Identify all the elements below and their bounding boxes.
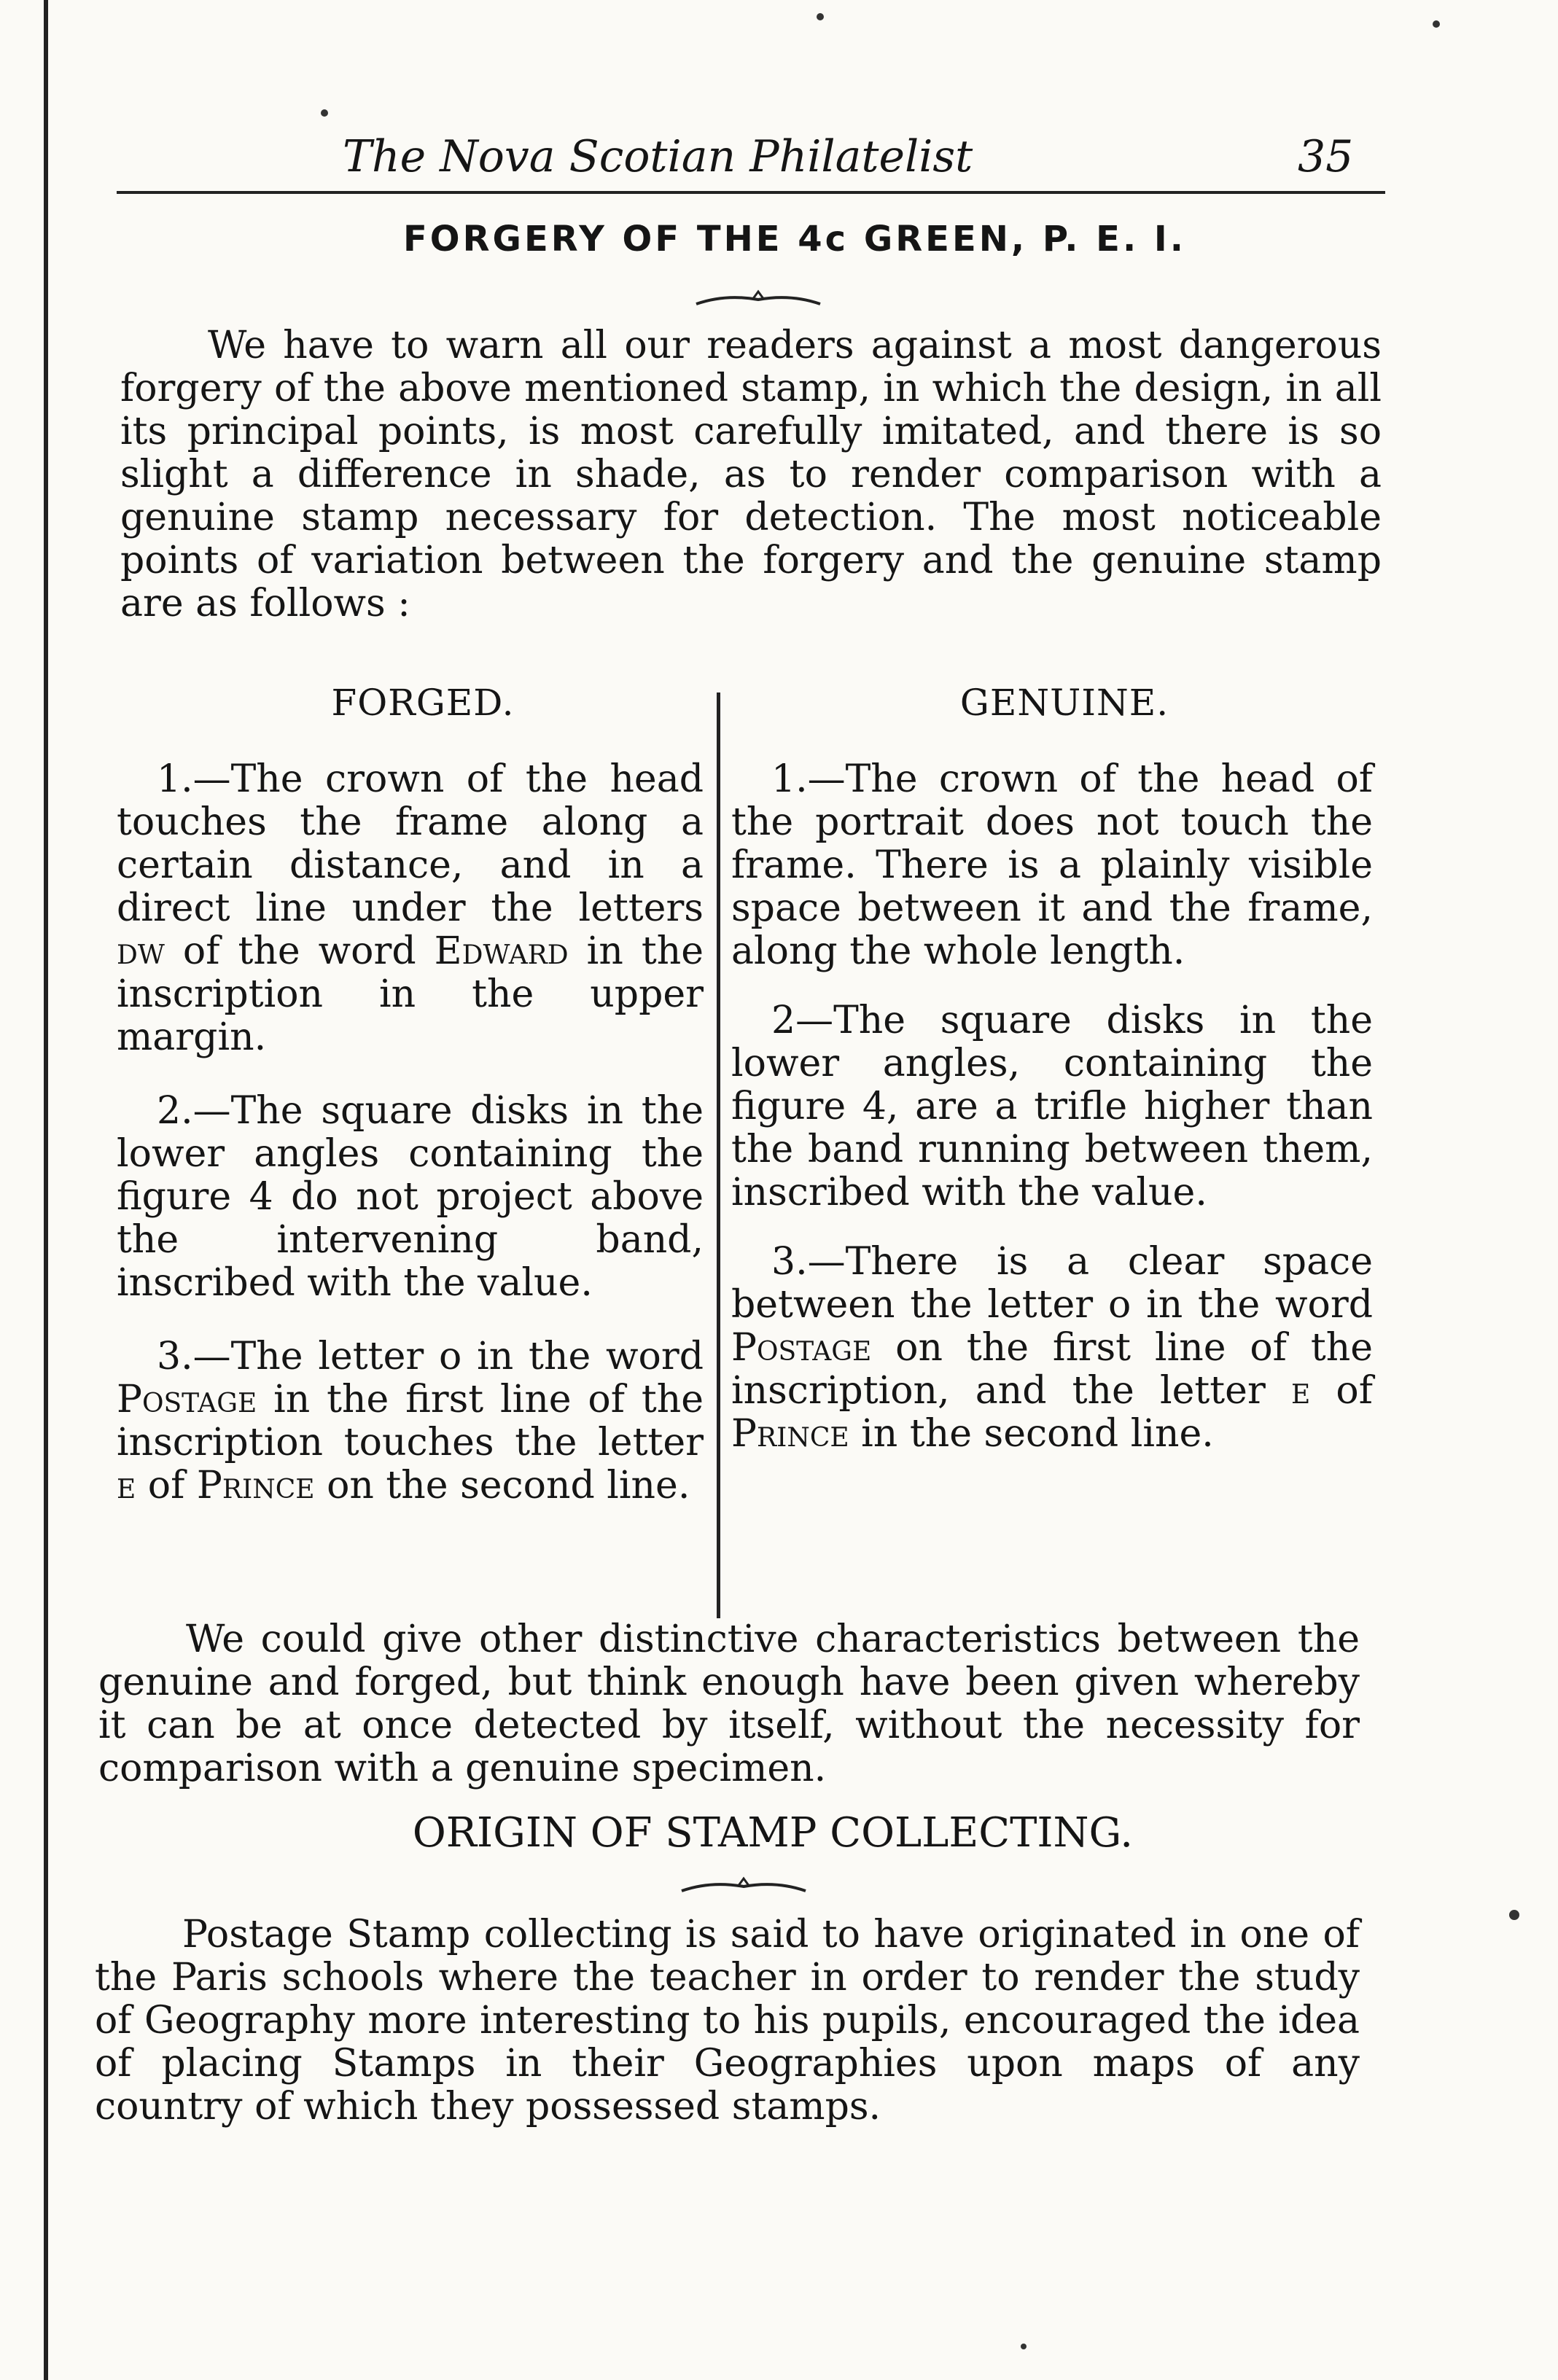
print-speck — [1433, 20, 1440, 28]
genuine-point-3: 3.—There is a clear space between the letter o in the word Postage on the first line of the inscription, and the letter e of Prince in the second line. — [731, 1240, 1373, 1456]
print-speck — [1021, 2344, 1027, 2349]
left-margin-rule — [44, 0, 48, 2380]
print-speck — [321, 109, 328, 117]
page-number: 35 — [1298, 131, 1354, 182]
forged-point-3: 3.—The letter o in the word Postage in the first line of the inscription touches the letter e of Prince on the second line. — [117, 1335, 704, 1507]
flourish-ornament — [693, 288, 824, 310]
genuine-point-2: 2—The square disks in the lower angles, containing the figure 4, are a trifle higher than the band running between them, inscribed with the value. — [731, 999, 1373, 1214]
header-rule — [117, 191, 1385, 194]
forgery-section-title: FORGERY OF THE 4c GREEN, P. E. I. — [402, 219, 1187, 260]
forgery-closing-paragraph: We could give other distinctive characteristics between the genuine and forged, but think enough have been given whereby it can be at once detected by itself, without the necessity for comparison with a genuine specimen. — [98, 1618, 1360, 1790]
forged-point-2: 2.—The square disks in the lower angles containing the figure 4 do not project above the intervening band, inscribed with the value. — [117, 1089, 704, 1305]
origin-section-title: ORIGIN OF STAMP COLLECTING. — [412, 1809, 1134, 1857]
genuine-column-heading: GENUINE. — [959, 682, 1169, 724]
genuine-column — [731, 758, 1373, 1456]
running-title: The Nova Scotian Philatelist — [343, 131, 973, 182]
print-speck — [1509, 1910, 1519, 1920]
column-divider — [717, 692, 720, 1618]
print-speck — [817, 13, 824, 20]
forgery-intro-paragraph: We have to warn all our readers against a most dangerous forgery of the above mentioned stamp, in which the design, in all its principal points, is most carefully imitated, and there is so slight a difference in shade, as to render comparison with a genuine stamp necessary for detection. The most noticeable points of variation between the forgery and the genuine stamp are as follows : — [120, 324, 1382, 625]
forged-column-heading: FORGED. — [331, 682, 515, 724]
forged-point-1: 1.—The crown of the head touches the frame along a certain distance, and in a direct line under the letters dw of the word Edward in the inscription in the upper margin. — [117, 757, 704, 1059]
flourish-ornament-2 — [678, 1875, 809, 1897]
genuine-point-1: 1.—The crown of the head of the portrait does not touch the frame. There is a plainly visible space between it and the frame, along the whole length. — [731, 757, 1373, 973]
forged-column — [117, 758, 704, 1507]
origin-paragraph: Postage Stamp collecting is said to have originated in one of the Paris schools where the teacher in order to render the study of Geography more interesting to his pupils, encouraged the idea of placing Stamps in their Geographies upon maps of any country of which they possessed stamps. — [95, 1913, 1360, 2129]
